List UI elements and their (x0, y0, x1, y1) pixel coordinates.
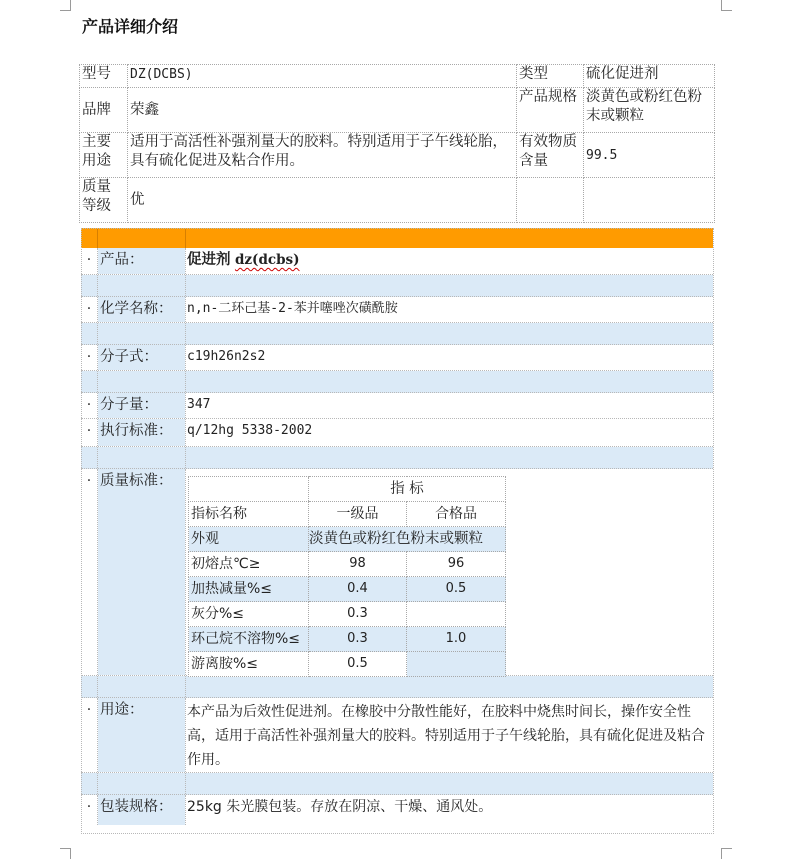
mol-weight-value: 347 (187, 397, 211, 412)
spec-qualified-grade (407, 652, 506, 677)
table-row (189, 502, 506, 527)
detail-label: 产品： (98, 248, 185, 274)
page-corner-mark (60, 0, 71, 11)
info-value (584, 178, 715, 223)
table-row (80, 88, 715, 133)
product-value (187, 248, 713, 272)
detail-row-mol-weight (81, 393, 713, 419)
chem-name-value: n,n-二环己基-2-苯并噻唑次磺酰胺 (187, 301, 398, 316)
spec-item-name: 外观 (189, 527, 309, 552)
detail-row-product (81, 248, 713, 275)
spec-qualified-grade (407, 602, 506, 627)
info-key: 主要用途 (80, 133, 128, 178)
detail-row-packing (81, 795, 713, 825)
info-key: 质量等级 (80, 178, 128, 223)
table-row (189, 627, 506, 652)
standard-value: q/12hg 5338-2002 (187, 423, 313, 438)
usage-value: 本产品为后效性促进剂。在橡胶中分散性能好，在胶料中烧焦时间长，操作安全性高，适用于高活性补强剂量大的胶料。特别适用于子午线轮胎，具有硫化促进及粘合作用。 (187, 704, 705, 768)
page-corner-mark (721, 0, 732, 11)
detail-row-chem-name (81, 297, 713, 323)
spec-first-grade: 0.3 (309, 602, 407, 627)
info-key: 品牌 (80, 88, 128, 133)
spec-item-name: 加热减量%≤ (189, 577, 309, 602)
table-row (189, 527, 506, 552)
product-code: dz(dcbs) (234, 252, 300, 268)
detail-header-bar (81, 228, 713, 248)
spec-item-name: 环己烷不溶物%≤ (189, 627, 309, 652)
detail-label: 分子量： (98, 393, 185, 418)
detail-label: 用途： (98, 698, 185, 772)
spec-column-header: 一级品 (309, 502, 407, 527)
spec-header-blank (189, 477, 309, 502)
info-value: 淡黄色或粉红色粉末或颗粒 (584, 88, 715, 133)
info-key (517, 178, 584, 223)
spacer-row (81, 371, 713, 393)
spacer-row (81, 773, 713, 795)
spec-item-name: 初熔点℃≥ (189, 552, 309, 577)
info-value: 适用于高活性补强剂量大的胶料。特别适用于子午线轮胎，具有硫化促进及粘合作用。 (128, 133, 517, 178)
page-title: 产品详细介绍 (82, 17, 179, 36)
spec-first-grade: 0.5 (309, 652, 407, 677)
bullet: · (86, 423, 92, 439)
spec-first-grade: 0.4 (309, 577, 407, 602)
bullet: · (86, 799, 92, 815)
formula-value: c19h26n2s2 (187, 349, 266, 364)
spec-qualified-grade: 1.0 (407, 627, 506, 652)
bullet: · (86, 473, 92, 489)
info-key: 产品规格 (517, 88, 584, 133)
spec-qualified-grade: 0.5 (407, 577, 506, 602)
spec-group-header: 指 标 (309, 477, 506, 502)
bullet: · (86, 702, 92, 718)
spacer-row (81, 275, 713, 297)
table-row (80, 133, 715, 178)
spec-first-grade: 0.3 (309, 627, 407, 652)
info-value: 硫化促进剂 (584, 65, 715, 88)
product-name: 促进剂 (187, 251, 231, 268)
detail-label: 化学名称： (98, 297, 185, 322)
page-corner-mark (60, 848, 71, 859)
info-value: DZ(DCBS) (128, 65, 517, 88)
spacer-row (81, 676, 713, 698)
spacer-row (81, 447, 713, 469)
table-row (189, 477, 506, 502)
table-row (189, 602, 506, 627)
product-info-table (79, 64, 715, 223)
table-row (80, 178, 715, 223)
detail-label: 质量标准： (98, 469, 185, 675)
spec-column-header: 指标名称 (189, 502, 309, 527)
detail-row-usage (81, 698, 713, 773)
table-row (80, 65, 715, 88)
table-row (189, 552, 506, 577)
table-row (189, 652, 506, 677)
spec-first-grade: 98 (309, 552, 407, 577)
detail-row-standard (81, 419, 713, 447)
spacer-row (81, 323, 713, 345)
detail-label: 分子式： (98, 345, 185, 370)
bullet: · (86, 397, 92, 413)
info-value: 99.5 (584, 133, 715, 178)
info-key: 类型 (517, 65, 584, 88)
spec-appearance-value: 淡黄色或粉红色粉末或颗粒 (309, 527, 506, 552)
table-row (189, 577, 506, 602)
detail-row-formula (81, 345, 713, 371)
bullet: · (86, 301, 92, 317)
page-corner-mark (721, 848, 732, 859)
spec-item-name: 游离胺%≤ (189, 652, 309, 677)
info-value: 优 (128, 178, 517, 223)
bullet: · (86, 349, 92, 365)
quality-spec-table (188, 476, 506, 677)
detail-label: 包装规格： (98, 795, 185, 825)
spec-column-header: 合格品 (407, 502, 506, 527)
info-value: 荣鑫 (128, 88, 517, 133)
detail-label: 执行标准： (98, 419, 185, 446)
info-key: 有效物质含量 (517, 133, 584, 178)
spec-qualified-grade: 96 (407, 552, 506, 577)
packing-value: 25kg 朱光膜包装。存放在阴凉、干燥、通风处。 (187, 799, 493, 815)
spec-item-name: 灰分%≤ (189, 602, 309, 627)
bullet: · (86, 252, 92, 268)
info-key: 型号 (80, 65, 128, 88)
